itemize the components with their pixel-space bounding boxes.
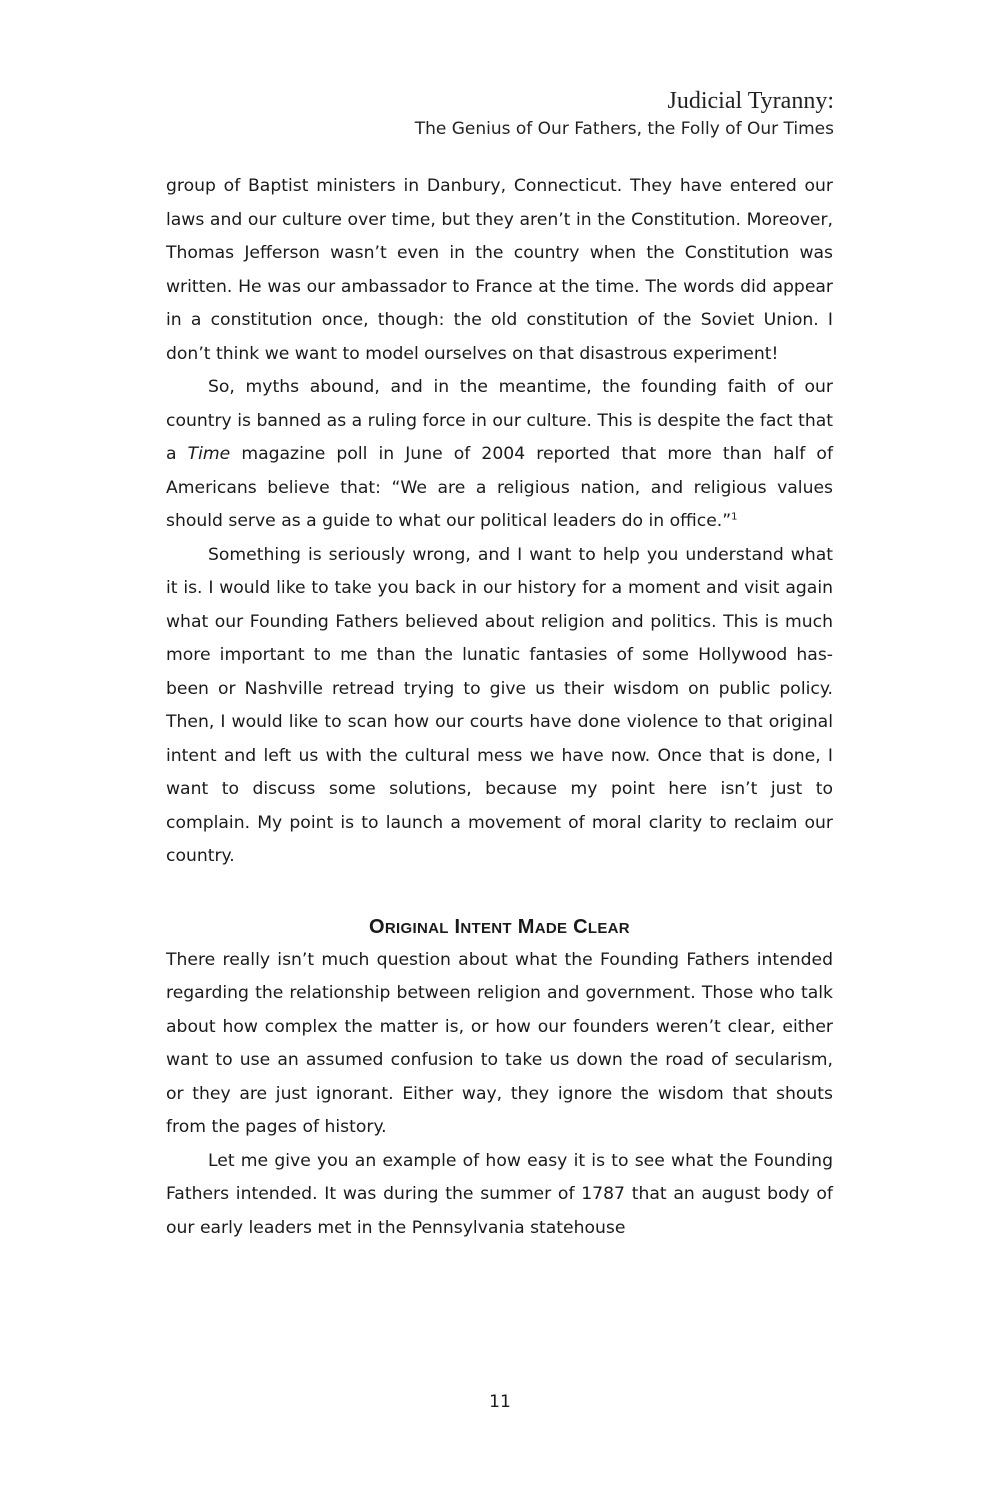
paragraph-4: There really isn’t much question about what the Founding Fathers intended regarding the relationship between religion and government. Those who talk about how complex the matter is, or how our founders weren’t clear, either want to use an assumed confusion to take us down the road of secularism, or they are just ignorant. Either way, they ignore the wisdom that shouts from the pages of history. xyxy=(166,949,833,1137)
magazine-title: Time xyxy=(187,444,231,464)
heading-word-2-cap: I xyxy=(454,915,461,938)
heading-word-4-rest: LEAR xyxy=(587,919,630,937)
book-subtitle: The Genius of Our Fathers, the Folly of Our Times xyxy=(414,119,834,139)
heading-word-1-cap: O xyxy=(369,915,385,938)
paragraph-2-start: So, myths abound, and in the meantime, the founding faith of our country is banned as a ruling force in our culture. This is despite the fact that a xyxy=(166,377,833,464)
running-header xyxy=(415,86,834,142)
heading-word-2-rest: NTENT xyxy=(460,919,512,937)
heading-word-3-rest: ADE xyxy=(534,919,568,937)
section-heading xyxy=(166,912,833,944)
main-text xyxy=(166,170,833,1245)
paragraph-3: Something is seriously wrong, and I want to help you understand what it is. I would like to take you back in our history for a moment and visit again what our Founding Fathers believed about religion and politics. This is much more important to me than the lunatic fantasies of some Hollywood has-been or Nashville retread trying to give us their wisdom on public policy. Then, I would like to scan how our courts have done violence to that original intent and left us with the cultural mess we have now. Once that is done, I want to discuss some solutions, because my point here isn’t just to complain. My point is to launch a movement of moral clarity to reclaim our country. xyxy=(166,544,833,866)
page-number: 11 xyxy=(489,1392,511,1412)
paragraph-1: group of Baptist ministers in Danbury, Connecticut. They have entered our laws and our culture over time, but they aren’t in the Constitution. Moreover, Thomas Jefferson wasn’t even in the country when the Constitution was written. He was our ambassador to France at the time. The words did appear in a constitution once, though: the old constitution of the Soviet Union. I don’t think we want to model ourselves on that disastrous experiment! xyxy=(166,176,833,364)
paragraph-5: Let me give you an example of how easy it is to see what the Founding Fathers intended. It was during the summer of 1787 that an august body of our early leaders met in the Pennsylvania statehouse xyxy=(166,1150,833,1238)
footnote-marker[interactable]: 1 xyxy=(731,511,738,523)
paragraph-2-end: magazine poll in June of 2004 reported that more than half of Americans believe that: “We are a religious nation, and religious values should serve as a guide to what our political leaders do in office.” xyxy=(166,444,833,531)
heading-word-1-rest: RIGINAL xyxy=(384,919,449,937)
paragraph-2 xyxy=(166,371,833,539)
book-title: Judicial Tyranny: xyxy=(667,88,834,114)
heading-word-3-cap: M xyxy=(517,915,535,938)
heading-word-4-cap: C xyxy=(573,915,588,938)
